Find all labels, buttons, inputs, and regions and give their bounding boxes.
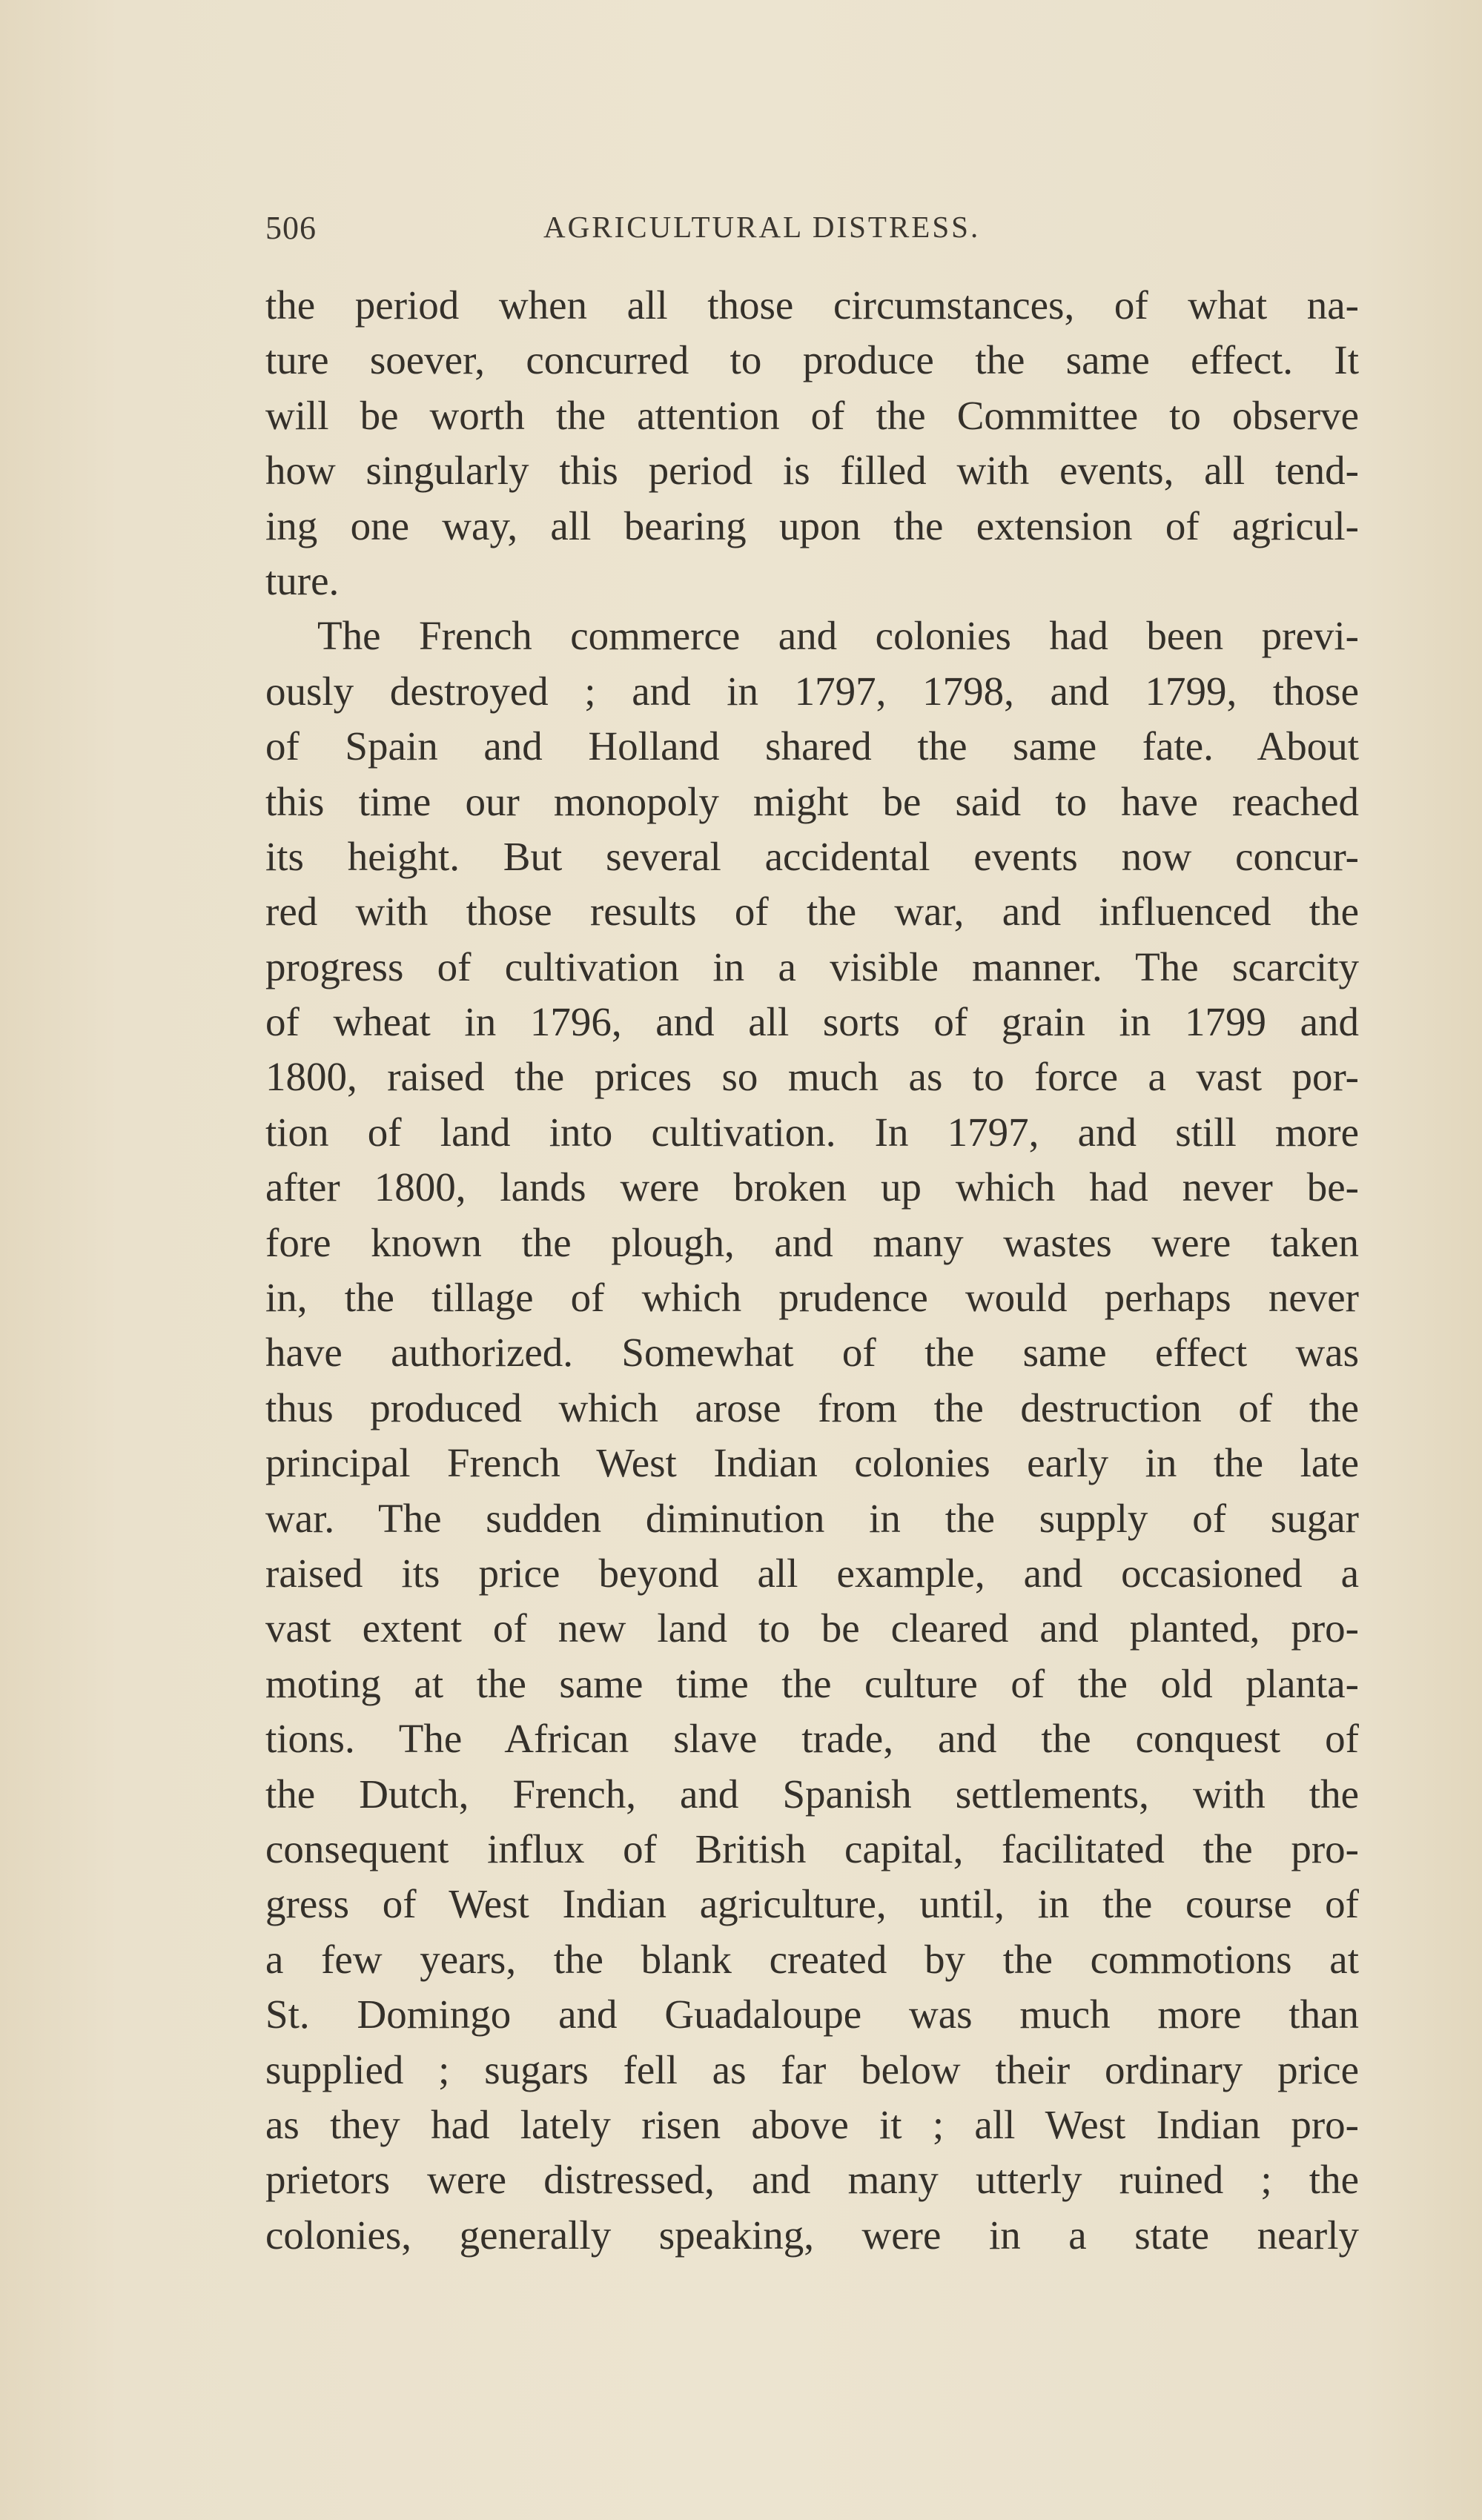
text-line: the Dutch, French, and Spanish settlements, with the: [265, 1771, 1359, 1817]
text-line: will be worth the attention of the Committee to observe: [265, 392, 1359, 438]
text-line: colonies, generally speaking, were in a state nearly: [265, 2212, 1359, 2258]
text-line: St. Domingo and Guadaloupe was much more than: [265, 1992, 1359, 2037]
paragraph-start-line: The French commerce and colonies had been previ-: [317, 613, 1359, 659]
text-line: tion of land into cultivation. In 1797, and still more: [265, 1109, 1359, 1155]
text-line: tions. The African slave trade, and the conquest of: [265, 1716, 1359, 1762]
text-line: vast extent of new land to be cleared and planted, pro-: [265, 1605, 1359, 1651]
text-line: ture.: [265, 557, 340, 603]
text-line: a few years, the blank created by the commotions at: [265, 1936, 1359, 1982]
text-line: ing one way, all bearing upon the extension of agricul-: [265, 503, 1359, 548]
text-line: of Spain and Holland shared the same fate. About: [265, 723, 1359, 769]
text-line: fore known the plough, and many wastes were taken: [265, 1219, 1359, 1265]
text-line: after 1800, lands were broken up which had never be-: [265, 1164, 1359, 1210]
text-line: have authorized. Somewhat of the same effect was: [265, 1330, 1359, 1376]
text-line: ture soever, concurred to produce the same effect. It: [265, 337, 1359, 383]
text-line: 1800, raised the prices so much as to force a vast por-: [265, 1054, 1359, 1100]
text-line: as they had lately risen above it ; all West Indian pro-: [265, 2101, 1359, 2147]
text-line: supplied ; sugars fell as far below their ordinary price: [265, 2046, 1359, 2092]
text-line: gress of West Indian agriculture, until, in the course of: [265, 1881, 1359, 1927]
text-line: consequent influx of British capital, facilitated the pro-: [265, 1826, 1359, 1871]
text-line: principal French West Indian colonies early in the late: [265, 1440, 1359, 1486]
text-line: its height. But several accidental events now concur-: [265, 833, 1359, 879]
text-line: of wheat in 1796, and all sorts of grain in 1799 and: [265, 999, 1359, 1045]
text-line: progress of cultivation in a visible manner. The scarcity: [265, 944, 1359, 989]
text-line: moting at the same time the culture of the old planta-: [265, 1660, 1359, 1706]
page-number: 506: [265, 210, 317, 246]
body-text: [265, 278, 1359, 2263]
running-title: AGRICULTURAL DISTRESS.: [543, 210, 981, 244]
text-line: red with those results of the war, and influenced the: [265, 889, 1359, 935]
text-line: ously destroyed ; and in 1797, 1798, and 1799, those: [265, 668, 1359, 714]
running-head: [265, 209, 1359, 253]
text-line: the period when all those circumstances, of what na-: [265, 282, 1359, 328]
text-line: this time our monopoly might be said to have reached: [265, 778, 1359, 824]
text-line: raised its price beyond all example, and occasioned a: [265, 1550, 1359, 1596]
text-line: prietors were distressed, and many utterly ruined ; the: [265, 2157, 1359, 2203]
text-line: war. The sudden diminution in the supply of sugar: [265, 1495, 1359, 1541]
text-line: how singularly this period is filled with events, all tend-: [265, 448, 1359, 494]
text-line: thus produced which arose from the destruction of the: [265, 1385, 1359, 1430]
text-line: in, the tillage of which prudence would perhaps never: [265, 1275, 1359, 1321]
